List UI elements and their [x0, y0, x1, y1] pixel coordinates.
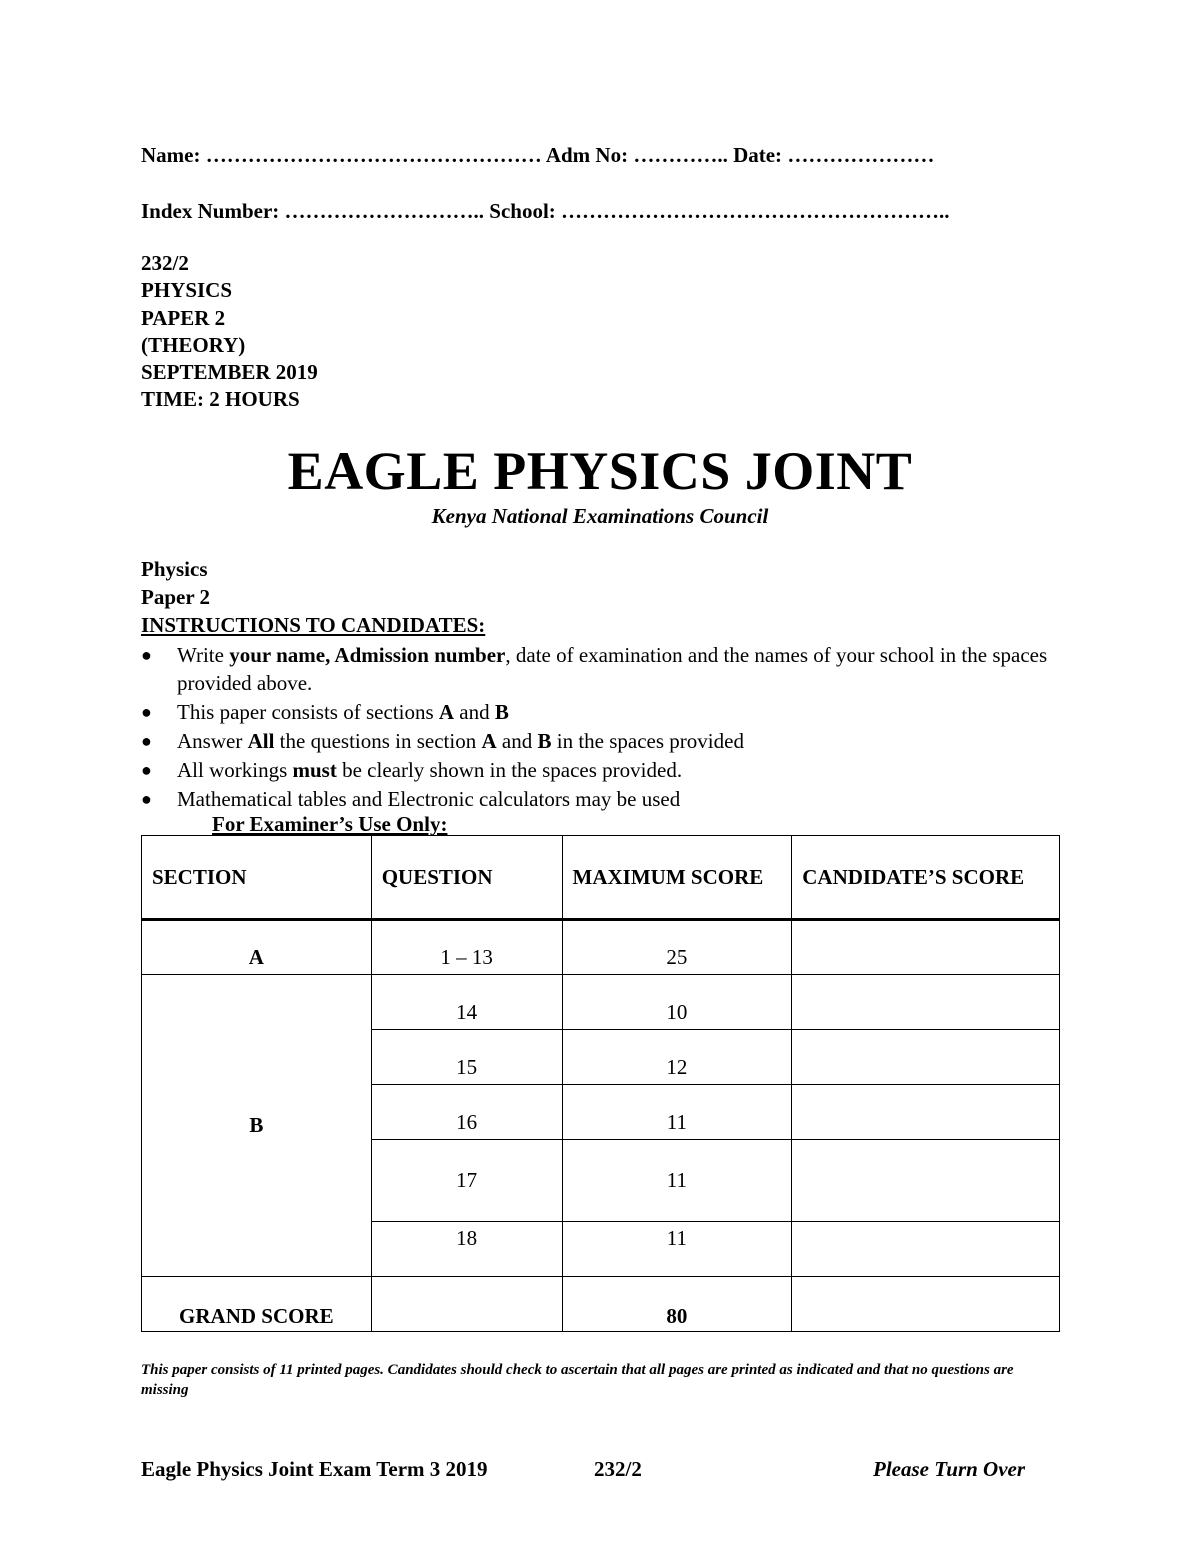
- question-cell: 18: [371, 1222, 562, 1277]
- candidate-score-cell[interactable]: [792, 920, 1060, 975]
- score-table: [141, 835, 1060, 1332]
- candidate-score-cell[interactable]: [792, 1222, 1060, 1277]
- max-score-cell: 10: [562, 975, 792, 1030]
- instructions-heading: INSTRUCTIONS TO CANDIDATES:: [141, 613, 486, 637]
- instruction-item: ● Answer All the questions in section A and B in the spaces provided: [141, 728, 1061, 756]
- bullet-icon: ●: [141, 701, 152, 722]
- footer-right: Please Turn Over: [873, 1457, 1026, 1481]
- bullet-icon: ●: [141, 730, 152, 751]
- header-candidate-score: CANDIDATE’S SCORE: [792, 836, 1060, 920]
- grand-score-row: [142, 1277, 1060, 1332]
- grand-candidate-score[interactable]: [792, 1277, 1060, 1332]
- paper-number: PAPER 2: [141, 305, 226, 330]
- header-max-score: MAXIMUM SCORE: [562, 836, 792, 920]
- adm-field[interactable]: …………..: [628, 143, 734, 167]
- bullet-icon: ●: [141, 788, 152, 809]
- index-line: [141, 199, 950, 224]
- candidate-score-cell[interactable]: [792, 975, 1060, 1030]
- header-section: SECTION: [142, 836, 372, 920]
- grand-question-cell: [371, 1277, 562, 1332]
- paper-date: SEPTEMBER 2019: [141, 360, 318, 385]
- section-b-cell: B: [142, 975, 372, 1277]
- candidate-score-cell[interactable]: [792, 1030, 1060, 1085]
- index-field[interactable]: ………………………..: [279, 199, 490, 223]
- question-cell: 16: [371, 1085, 562, 1140]
- adm-label: Adm No:: [541, 143, 629, 167]
- header-question: QUESTION: [371, 836, 562, 920]
- name-line: [141, 143, 934, 168]
- school-label: School:: [489, 199, 556, 223]
- bullet-icon: ●: [141, 759, 152, 780]
- instruction-item: ● Write your name, Admission number, date of examination and the names of your school in the spaces provided above.: [141, 643, 1048, 695]
- date-field[interactable]: …………………: [782, 143, 935, 167]
- instructions-list: [141, 642, 1061, 815]
- exam-title: EAGLE PHYSICS JOINT: [287, 441, 913, 501]
- max-score-cell: 12: [562, 1030, 792, 1085]
- max-score-cell: 11: [562, 1140, 792, 1222]
- section-a-cell: A: [142, 920, 372, 975]
- paper-time: TIME: 2 HOURS: [141, 387, 300, 412]
- max-score-cell: 11: [562, 1222, 792, 1277]
- paper-code: 232/2: [141, 251, 189, 275]
- paper-label: Paper 2: [141, 585, 211, 609]
- footer-left: Eagle Physics Joint Exam Term 3 2019: [141, 1457, 488, 1481]
- name-label: Name:: [141, 143, 201, 167]
- pages-note: This paper consists of 11 printed pages. Candidates should check to ascertain that all pages are printed as indicated and that no questions are missing: [141, 1362, 1014, 1398]
- examiner-heading: For Examiner’s Use Only:: [212, 812, 448, 836]
- grand-score-label: GRAND SCORE: [142, 1277, 372, 1332]
- question-cell: 1 – 13: [371, 920, 562, 975]
- footer-center: 232/2: [594, 1457, 642, 1481]
- school-field[interactable]: ………………………………………………..: [555, 199, 950, 223]
- paper-meta: [141, 250, 318, 414]
- max-score-cell: 25: [562, 920, 792, 975]
- table-row: [142, 920, 1060, 975]
- instruction-item: ● Mathematical tables and Electronic calculators may be used: [141, 786, 1061, 814]
- table-header-row: [142, 836, 1060, 920]
- grand-max-score: 80: [562, 1277, 792, 1332]
- question-cell: 14: [371, 975, 562, 1030]
- paper-subject: PHYSICS: [141, 278, 233, 303]
- candidate-score-cell[interactable]: [792, 1140, 1060, 1222]
- instruction-item: ● This paper consists of sections A and B: [141, 699, 1061, 727]
- question-cell: 15: [371, 1030, 562, 1085]
- question-cell: 17: [371, 1140, 562, 1222]
- name-field[interactable]: …………………………………………: [200, 143, 542, 167]
- date-label: Date:: [733, 143, 783, 167]
- max-score-cell: 11: [562, 1085, 792, 1140]
- bullet-icon: ●: [141, 645, 152, 665]
- paper-type: (THEORY): [141, 332, 246, 357]
- instruction-item: ● All workings must be clearly shown in the spaces provided.: [141, 757, 1061, 785]
- index-label: Index Number:: [141, 199, 280, 223]
- subject-label: Physics: [141, 557, 208, 581]
- candidate-score-cell[interactable]: [792, 1085, 1060, 1140]
- exam-subtitle: Kenya National Examinations Council: [431, 504, 769, 528]
- table-row: [142, 975, 1060, 1030]
